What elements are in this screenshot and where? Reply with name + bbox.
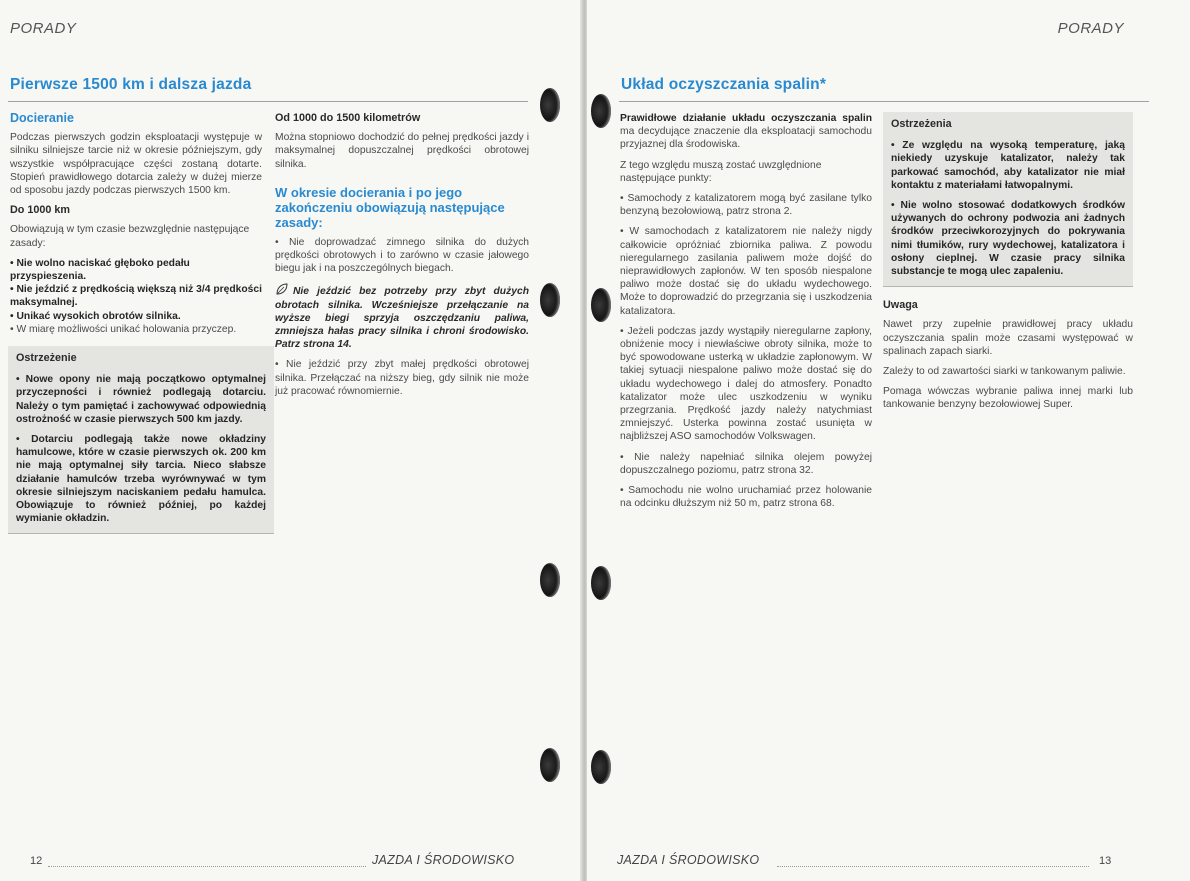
note-paragraph: Zależy to od zawartości siarki w tankowanym paliwie.	[883, 366, 1126, 378]
warning-paragraph: • Nie wolno stosować dodatkowych środków używanych do ochrony podwozia ani żadnych środków przeciwkorozyjnych do pokrywania nimi tłumików, rury wydechowej, katalizatora i osłony cieplnej. W czasie pracy silnika substancje te mogą ulec zapaleniu.	[891, 200, 1125, 278]
binder-hole	[591, 750, 611, 784]
title-rule	[619, 101, 1149, 102]
binder-hole	[591, 288, 611, 322]
note-paragraph: Pomaga wówczas wybranie paliwa innej marki lub tankowanie benzyny bezołowiowej Super.	[883, 386, 1133, 411]
footer-rule	[777, 866, 1089, 867]
paragraph: • Nie należy napełniać silnika olejem powyżej dopuszczalnego poziomu, patrz strona 32.	[620, 451, 872, 476]
page-number: 12	[30, 855, 43, 867]
binder-hole	[540, 748, 560, 782]
paragraph: • Nie jeździć przy zbyt małej prędkości obrotowej silnika. Przełączać na niższy bieg, gdy silnik nie może już pracować równomiernie.	[275, 359, 529, 397]
binder-hole	[540, 563, 560, 597]
environment-leaf-icon	[275, 282, 289, 296]
warning-title: Ostrzeżenie	[16, 352, 77, 365]
subheading-1000-1500: Od 1000 do 1500 kilometrów	[275, 112, 421, 124]
paragraph: • Jeżeli podczas jazdy wystąpiły nieregularne zapłony, obniżenie mocy i niewłaściwe obroty silnika, może to być spowodowane usterką w układzie zapłonowym. W takiej sytuacji niespalone paliwo może dostać się do układu wydechowego i dalej do atmosfery. Ponadto katalizator może ulec uszkodzeniu w wyniku przegrzania. Prędkość jazdy należy natychmiast zmniejszyć. Usterka powinna zostać usunięta w najbliższej ASO samochodów Volkswagen.	[620, 325, 872, 443]
binder-hole	[591, 94, 611, 128]
rule-item: • Unikać wysokich obrotów silnika.	[10, 310, 181, 322]
left-column-1	[10, 111, 266, 534]
subheading-1000km: Do 1000 km	[10, 204, 71, 217]
warning-paragraph: • Nowe opony nie mają początkowo optymalnej przyczepności i również podlegają dotarciu. Należy o tym pamiętać i zachowywać odpowiednią ostrożność w czasie pierwszych 500 km jazdy.	[16, 374, 266, 425]
paragraph: Obowiązują w tym czasie bezwzględnie następujące zasady:	[10, 224, 250, 249]
intro-rest: ma decydujące znaczenie dla eksploatacji samochodu przyjaznej dla środowiska.	[620, 126, 872, 151]
section-title: Pierwsze 1500 km i dalsza jazda	[10, 76, 252, 93]
title-rule	[8, 101, 528, 102]
right-column-1	[620, 112, 872, 517]
paragraph: Można stopniowo dochodzić do pełnej prędkości jazdy i maksymalnej dopuszczalnej prędkości obrotowej silnika.	[275, 132, 529, 170]
footer-rule	[48, 866, 366, 867]
paragraph: Z tego względu muszą zostać uwzględnione następujące punkty:	[620, 159, 822, 184]
warning-paragraph: • Ze względu na wysoką temperaturę, jaką niekiedy uzyskuje katalizator, należy tak parkować samochód, aby katalizator nie miał kontaktu z materiałami łatwopalnymi.	[891, 140, 1125, 191]
rule-item: • Nie wolno naciskać głęboko pedału przyspieszenia.	[10, 257, 190, 283]
paragraph: Podczas pierwszych godzin eksploatacji występuje w silniku silniejsze tarcie niż w okresie późniejszym, gdy wszystkie współpracujące części zostaną dotarte. Stopień prawidłowego dotarcia zależy w dużej mierze od sposobu jazdy podczas pierwszych 1500 km.	[10, 132, 262, 197]
heading-docieranie: Docieranie	[10, 111, 74, 125]
left-page	[0, 0, 583, 881]
warning-title: Ostrzeżenia	[891, 118, 952, 130]
running-head: PORADY	[10, 20, 77, 37]
warning-paragraph: • Dotarciu podlegają także nowe okładziny hamulcowe, które w czasie pierwszych ok. 200 km nie mają optymalnej siły tarcia. Nieco słabsze działanie hamulców trzeba wyrównywać w tym okresie silniejszym naciskaniem pedału hamulca. Obowiązuje to również później, po każdej wymianie okładzin.	[16, 434, 266, 525]
left-column-2	[275, 112, 529, 405]
paragraph: • Samochodu nie wolno uruchamiać przez holowanie na odcinku dłuższym niż 50 m, patrz strona 68.	[620, 485, 872, 510]
right-column-2	[883, 112, 1133, 419]
binder-hole	[540, 283, 560, 317]
paragraph	[620, 112, 872, 152]
warning-box	[883, 112, 1133, 287]
paragraph: • Nie doprowadzać zimnego silnika do dużych prędkości obrotowych i to zarówno w czasie jałowego biegu jak i na poszczególnych biegach.	[275, 236, 529, 275]
eco-note	[275, 282, 529, 351]
footer-text: JAZDA I ŚRODOWISKO	[372, 853, 515, 867]
note-paragraph: Nawet przy zupełnie prawidłowej pracy układu oczyszczania spalin może czasami występować w spalinach zapach siarki.	[883, 319, 1133, 357]
eco-note-text: Nie jeździć bez potrzeby przy zbyt dużych obrotach silnika. Wcześniejsze przełączanie na wyższe biegi sprzyja oszczędzaniu paliwa, zmniejsza hałas pracy silnika i chroni środowisko. Patrz strona 14.	[275, 286, 529, 351]
rule-item: • Nie jeździć z prędkością większą niż 3/4 prędkości maksymalnej.	[10, 284, 262, 309]
blue-heading: W okresie docierania i po jego zakończeniu obowiązują następujące zasady:	[275, 184, 505, 230]
running-head: PORADY	[1057, 20, 1124, 37]
right-page	[587, 0, 1190, 881]
paragraph: • Samochody z katalizatorem mogą być zasilane tylko benzyną bezołowiową, patrz strona 2.	[620, 193, 872, 218]
binder-hole	[540, 88, 560, 122]
binder-hole	[591, 566, 611, 600]
paragraph: • W samochodach z katalizatorem nie należy nigdy całkowicie opróżniać zbiornika paliwa. Z powodu nieregularnego zasilania paliwem może dojść do nieprawidłowych zapłonów. W ten sposób niespalone paliwo może dostać się do układu wydechowego. Może to doprowadzić do przegrzania się i uszkodzenia katalizatora.	[620, 226, 872, 317]
intro-bold: Prawidłowe działanie układu oczyszczania spalin	[620, 113, 872, 124]
rules-list	[10, 257, 262, 336]
rule-item: • W miarę możliwości unikać holowania przyczep.	[10, 323, 237, 335]
footer-text: JAZDA I ŚRODOWISKO	[617, 853, 760, 867]
warning-box	[8, 346, 274, 534]
section-title: Układ oczyszczania spalin*	[621, 76, 827, 93]
page-number: 13	[1099, 855, 1112, 867]
note-title: Uwaga	[883, 299, 918, 312]
